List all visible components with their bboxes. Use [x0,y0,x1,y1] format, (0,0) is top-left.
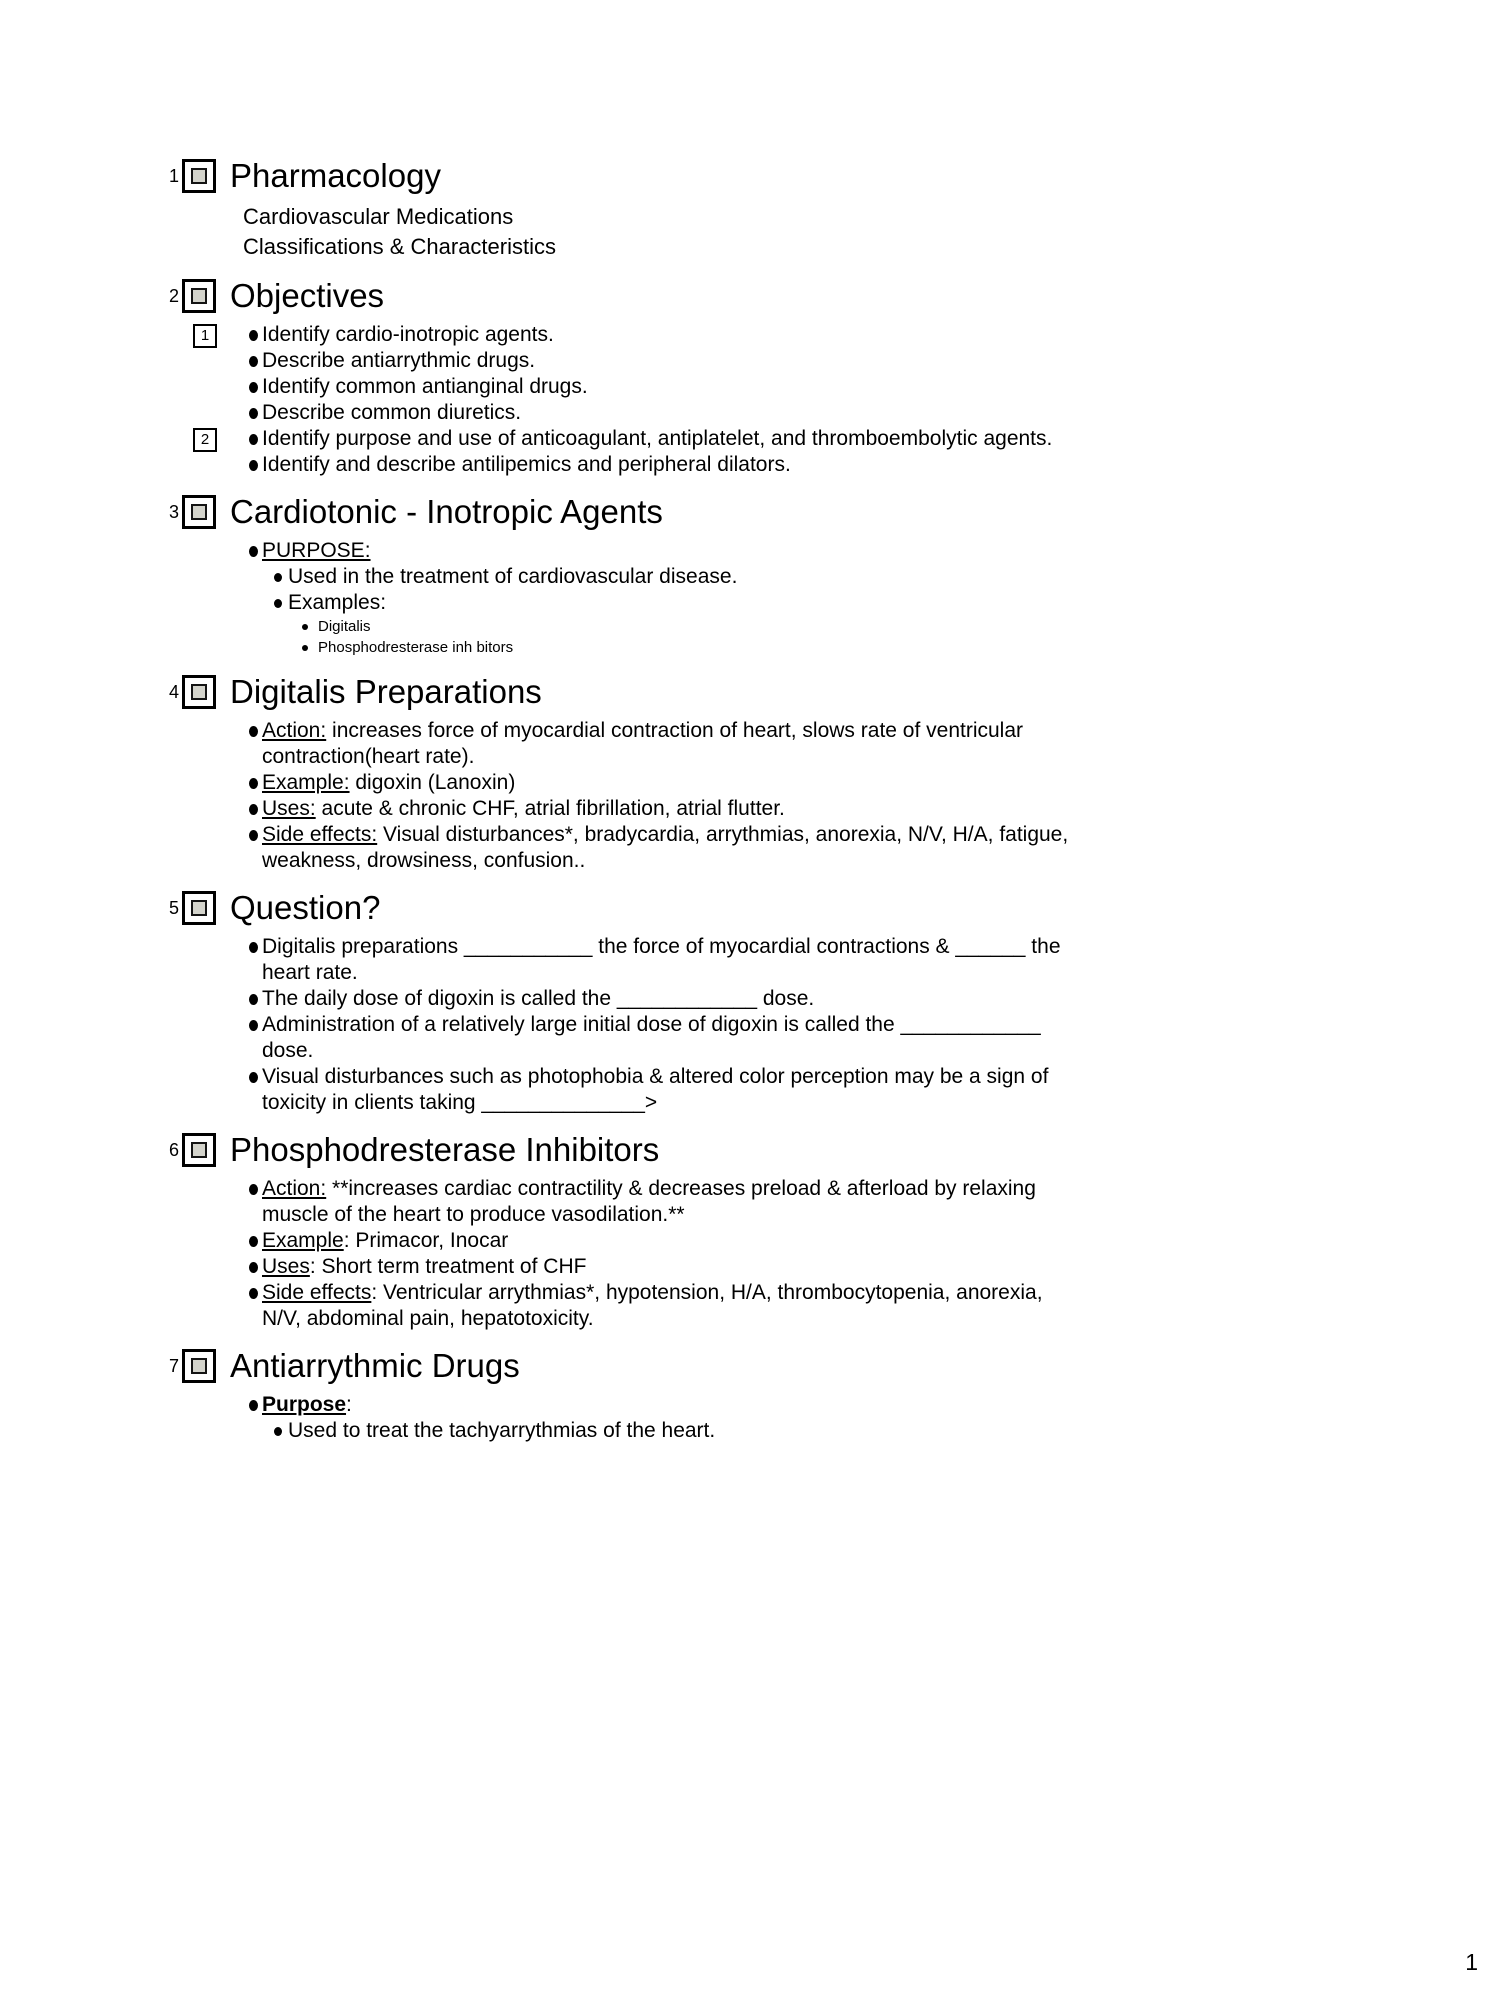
build-number-box: 2 [193,428,217,452]
bullet-icon [249,942,258,953]
bullet-text [262,1254,1460,1280]
bullet-line [262,322,1460,348]
slide-section [165,888,1460,1116]
bullet-item [165,1280,1460,1332]
bullet-label: Action: [262,1177,327,1200]
bullet-item [165,1228,1460,1254]
bullet-line [318,616,1460,637]
bullet-text [262,1064,1460,1116]
bullet-text [262,1280,1460,1332]
bullet-line [262,1012,1460,1038]
bullet-line-text: muscle of the heart to produce vasodilation.** [262,1203,685,1226]
slide-section [165,1130,1460,1332]
slide-header [165,1130,1460,1170]
bullet-line-text: Digitalis preparations ___________ the force of myocardial contractions & ______ the [262,935,1061,958]
bullet-line [262,426,1460,452]
bullet-icon [249,460,258,471]
slide-number: 3 [168,501,179,522]
bullet-icon [249,546,258,557]
slide-number: 7 [168,1355,179,1376]
bullet-icon [249,1400,258,1411]
bullet-line [288,1418,1460,1444]
bullet-line [318,637,1460,658]
bullet-icon [249,994,258,1005]
bullet-line [262,1392,1460,1418]
bullet-text [262,822,1460,874]
bullet-icon [249,1262,258,1273]
bullet-text [318,637,1460,658]
bullet-line [262,796,1460,822]
bullet-label: Side effects: [262,823,378,846]
slide-thumbnail-icon [191,504,207,520]
bullet-item [165,986,1460,1012]
slide-number: 5 [168,897,179,918]
bullet-item [165,564,1460,590]
slide-thumbnail-icon [191,288,207,304]
slide-icon [182,1349,216,1383]
bullet-icon [302,624,308,630]
bullet-item [165,1392,1460,1418]
bullet-line-text: Describe common diuretics. [262,401,522,424]
bullet-icon [249,1236,258,1247]
bullet-icon [249,382,258,393]
slide-title: Digitalis Preparations [230,673,542,710]
slide-thumbnail-icon [191,1358,207,1374]
slide-section [165,1346,1460,1444]
bullet-text [262,986,1460,1012]
bullet-icon [249,804,258,815]
bullet-item [165,374,1460,400]
bullet-icon [249,726,258,737]
slide-number: 4 [168,681,179,702]
slide-icon [182,1133,216,1167]
bullet-line [262,400,1460,426]
bullet-text [262,770,1460,796]
bullet-line-text: The daily dose of digoxin is called the ____________ dose. [262,987,815,1010]
bullet-text [262,426,1460,452]
bullet-item [165,934,1460,986]
bullet-text [262,718,1460,770]
bullet-line [262,960,1460,986]
bullet-line-text: toxicity in clients taking ______________> [262,1091,658,1114]
bullet-icon [274,599,282,608]
bullet-line [262,1038,1460,1064]
bullet-item [165,1254,1460,1280]
bullet-line-text: Identify and describe antilipemics and peripheral dilators. [262,453,791,476]
slide-subtitle: Cardiovascular Medications [243,204,514,229]
slide-title: Objectives [230,277,385,314]
bullet-item [165,1418,1460,1444]
bullet-line-text: Examples: [288,591,387,614]
bullet-icon [249,1072,258,1083]
bullet-text [262,400,1460,426]
bullet-line [262,934,1460,960]
bullet-line [262,718,1460,744]
bullet-icon [249,778,258,789]
bullet-text [262,1228,1460,1254]
slide-section [165,492,1460,658]
bullet-text [318,616,1460,637]
slides-outline [165,156,1460,1444]
build-number-box: 1 [193,324,217,348]
bullet-item [165,322,1460,348]
slide-icon [182,279,216,313]
bullet-item [165,590,1460,616]
bullet-item [165,637,1460,658]
slide-thumbnail-icon [191,684,207,700]
bullet-item [165,770,1460,796]
bullet-item [165,426,1460,452]
slide-header [165,276,1460,316]
bullet-text [262,538,1460,564]
bullet-line-text: heart rate. [262,961,358,984]
bullet-line [288,590,1460,616]
bullet-icon [249,1020,258,1031]
slide-icon [182,495,216,529]
bullet-icon [249,356,258,367]
bullet-line-text: Administration of a relatively large initial dose of digoxin is called the ____________ [262,1013,1041,1036]
bullet-icon [249,434,258,445]
bullet-label: Action: [262,719,327,742]
slide-title: Phosphodresterase Inhibitors [230,1131,660,1168]
bullet-label: PURPOSE: [262,539,371,562]
bullet-icon [249,330,258,341]
bullet-text [288,590,1460,616]
bullet-line-text: Visual disturbances*, bradycardia, arrythmias, anorexia, N/V, H/A, fatigue, [377,823,1069,846]
bullet-text [262,322,1460,348]
bullet-item [165,616,1460,637]
bullet-icon [249,1288,258,1299]
bullet-line-text: Identify cardio-inotropic agents. [262,323,554,346]
bullet-label: Example: [262,771,350,794]
slide-thumbnail-icon [191,900,207,916]
bullet-line-text: digoxin (Lanoxin) [349,771,516,794]
bullet-line-text: : [346,1393,352,1416]
slide-title: Pharmacology [230,157,441,194]
slide-title: Antiarrythmic Drugs [230,1347,520,1384]
bullet-icon [249,830,258,841]
slide-subtitle: Classifications & Characteristics [243,234,556,259]
bullet-text [288,564,1460,590]
bullet-icon [249,1184,258,1195]
slide-number: 6 [168,1139,179,1160]
bullet-label: Uses: [262,797,316,820]
bullet-line [262,744,1460,770]
bullet-line-text: Phosphodresterase inh bitors [318,639,514,656]
bullet-line [262,1064,1460,1090]
slide-header [165,672,1460,712]
bullet-icon [302,645,308,651]
bullet-item [165,718,1460,770]
slide-thumbnail-icon [191,168,207,184]
bullet-text [262,796,1460,822]
slide-number: 2 [168,285,179,306]
slide-header [165,492,1460,532]
bullet-line [288,564,1460,590]
bullet-line [262,348,1460,374]
slide-section [165,156,1460,262]
bullet-text [262,1392,1460,1418]
bullet-text [262,348,1460,374]
bullet-line [262,1228,1460,1254]
bullet-line [262,986,1460,1012]
slide-number: 1 [168,165,179,186]
slide-header [165,1346,1460,1386]
slide-header [165,888,1460,928]
bullet-item [165,822,1460,874]
bullet-item [165,452,1460,478]
bullet-text [262,934,1460,986]
bullet-line [262,538,1460,564]
bullet-line-text: dose. [262,1039,314,1062]
bullet-line-text: acute & chronic CHF, atrial fibrillation, atrial flutter. [315,797,785,820]
bullet-icon [274,573,282,582]
slide-icon [182,159,216,193]
slide-icon [182,891,216,925]
bullet-line-text: weakness, drowsiness, confusion.. [262,849,586,872]
bullet-line [262,848,1460,874]
bullet-line [262,1090,1460,1116]
bullet-line [262,770,1460,796]
bullet-text [262,1012,1460,1064]
slide-title: Question? [230,889,381,926]
slide-header [165,156,1460,196]
bullet-item [165,1176,1460,1228]
page-number: 1 [1465,1949,1478,1975]
bullet-item [165,1064,1460,1116]
bullet-line-text: : Primacor, Inocar [343,1229,509,1252]
bullet-item [165,538,1460,564]
bullet-line [262,1280,1460,1306]
bullet-line [262,452,1460,478]
slide-section [165,276,1460,478]
bullet-line-text: **increases cardiac contractility & decreases preload & afterload by relaxing [326,1177,1036,1200]
bullet-line-text: Identify purpose and use of anticoagulant, antiplatelet, and thromboembolytic agents. [262,427,1053,450]
bullet-item [165,1012,1460,1064]
bullet-item [165,348,1460,374]
bullet-text [262,452,1460,478]
bullet-line-text: increases force of myocardial contraction of heart, slows rate of ventricular [326,719,1024,742]
slide-icon [182,675,216,709]
bullet-line-text: contraction(heart rate). [262,745,475,768]
bullet-text [262,1176,1460,1228]
bullet-icon [274,1427,282,1436]
bullet-item [165,400,1460,426]
bullet-label: Side effects [262,1281,372,1304]
bullet-label: Uses [262,1255,310,1278]
bullet-line-text: Describe antiarrythmic drugs. [262,349,536,372]
bullet-line [262,1202,1460,1228]
bullet-text [288,1418,1460,1444]
bullet-line-text: Used in the treatment of cardiovascular disease. [288,565,738,588]
bullet-line-text: Visual disturbances such as photophobia & altered color perception may be a sign of [262,1065,1049,1088]
bullet-line [262,1306,1460,1332]
bullet-line-text: N/V, abdominal pain, hepatotoxicity. [262,1307,594,1330]
bullet-icon [249,408,258,419]
bullet-line-text: Used to treat the tachyarrythmias of the heart. [288,1419,716,1442]
bullet-item [165,796,1460,822]
bullet-line [262,1176,1460,1202]
bullet-line [262,822,1460,848]
bullet-line [262,1254,1460,1280]
bullet-line [262,374,1460,400]
bullet-line-text: Digitalis [318,618,371,635]
bullet-line-text: Identify common antianginal drugs. [262,375,588,398]
bullet-label: Purpose [262,1393,347,1416]
slide-title: Cardiotonic - Inotropic Agents [230,493,663,530]
slide-section [165,672,1460,874]
bullet-text [262,374,1460,400]
bullet-line-text: : Ventricular arrythmias*, hypotension, H/A, thrombocytopenia, anorexia, [371,1281,1043,1304]
slide-thumbnail-icon [191,1142,207,1158]
bullet-line-text: : Short term treatment of CHF [309,1255,587,1278]
bullet-label: Example [262,1229,344,1252]
